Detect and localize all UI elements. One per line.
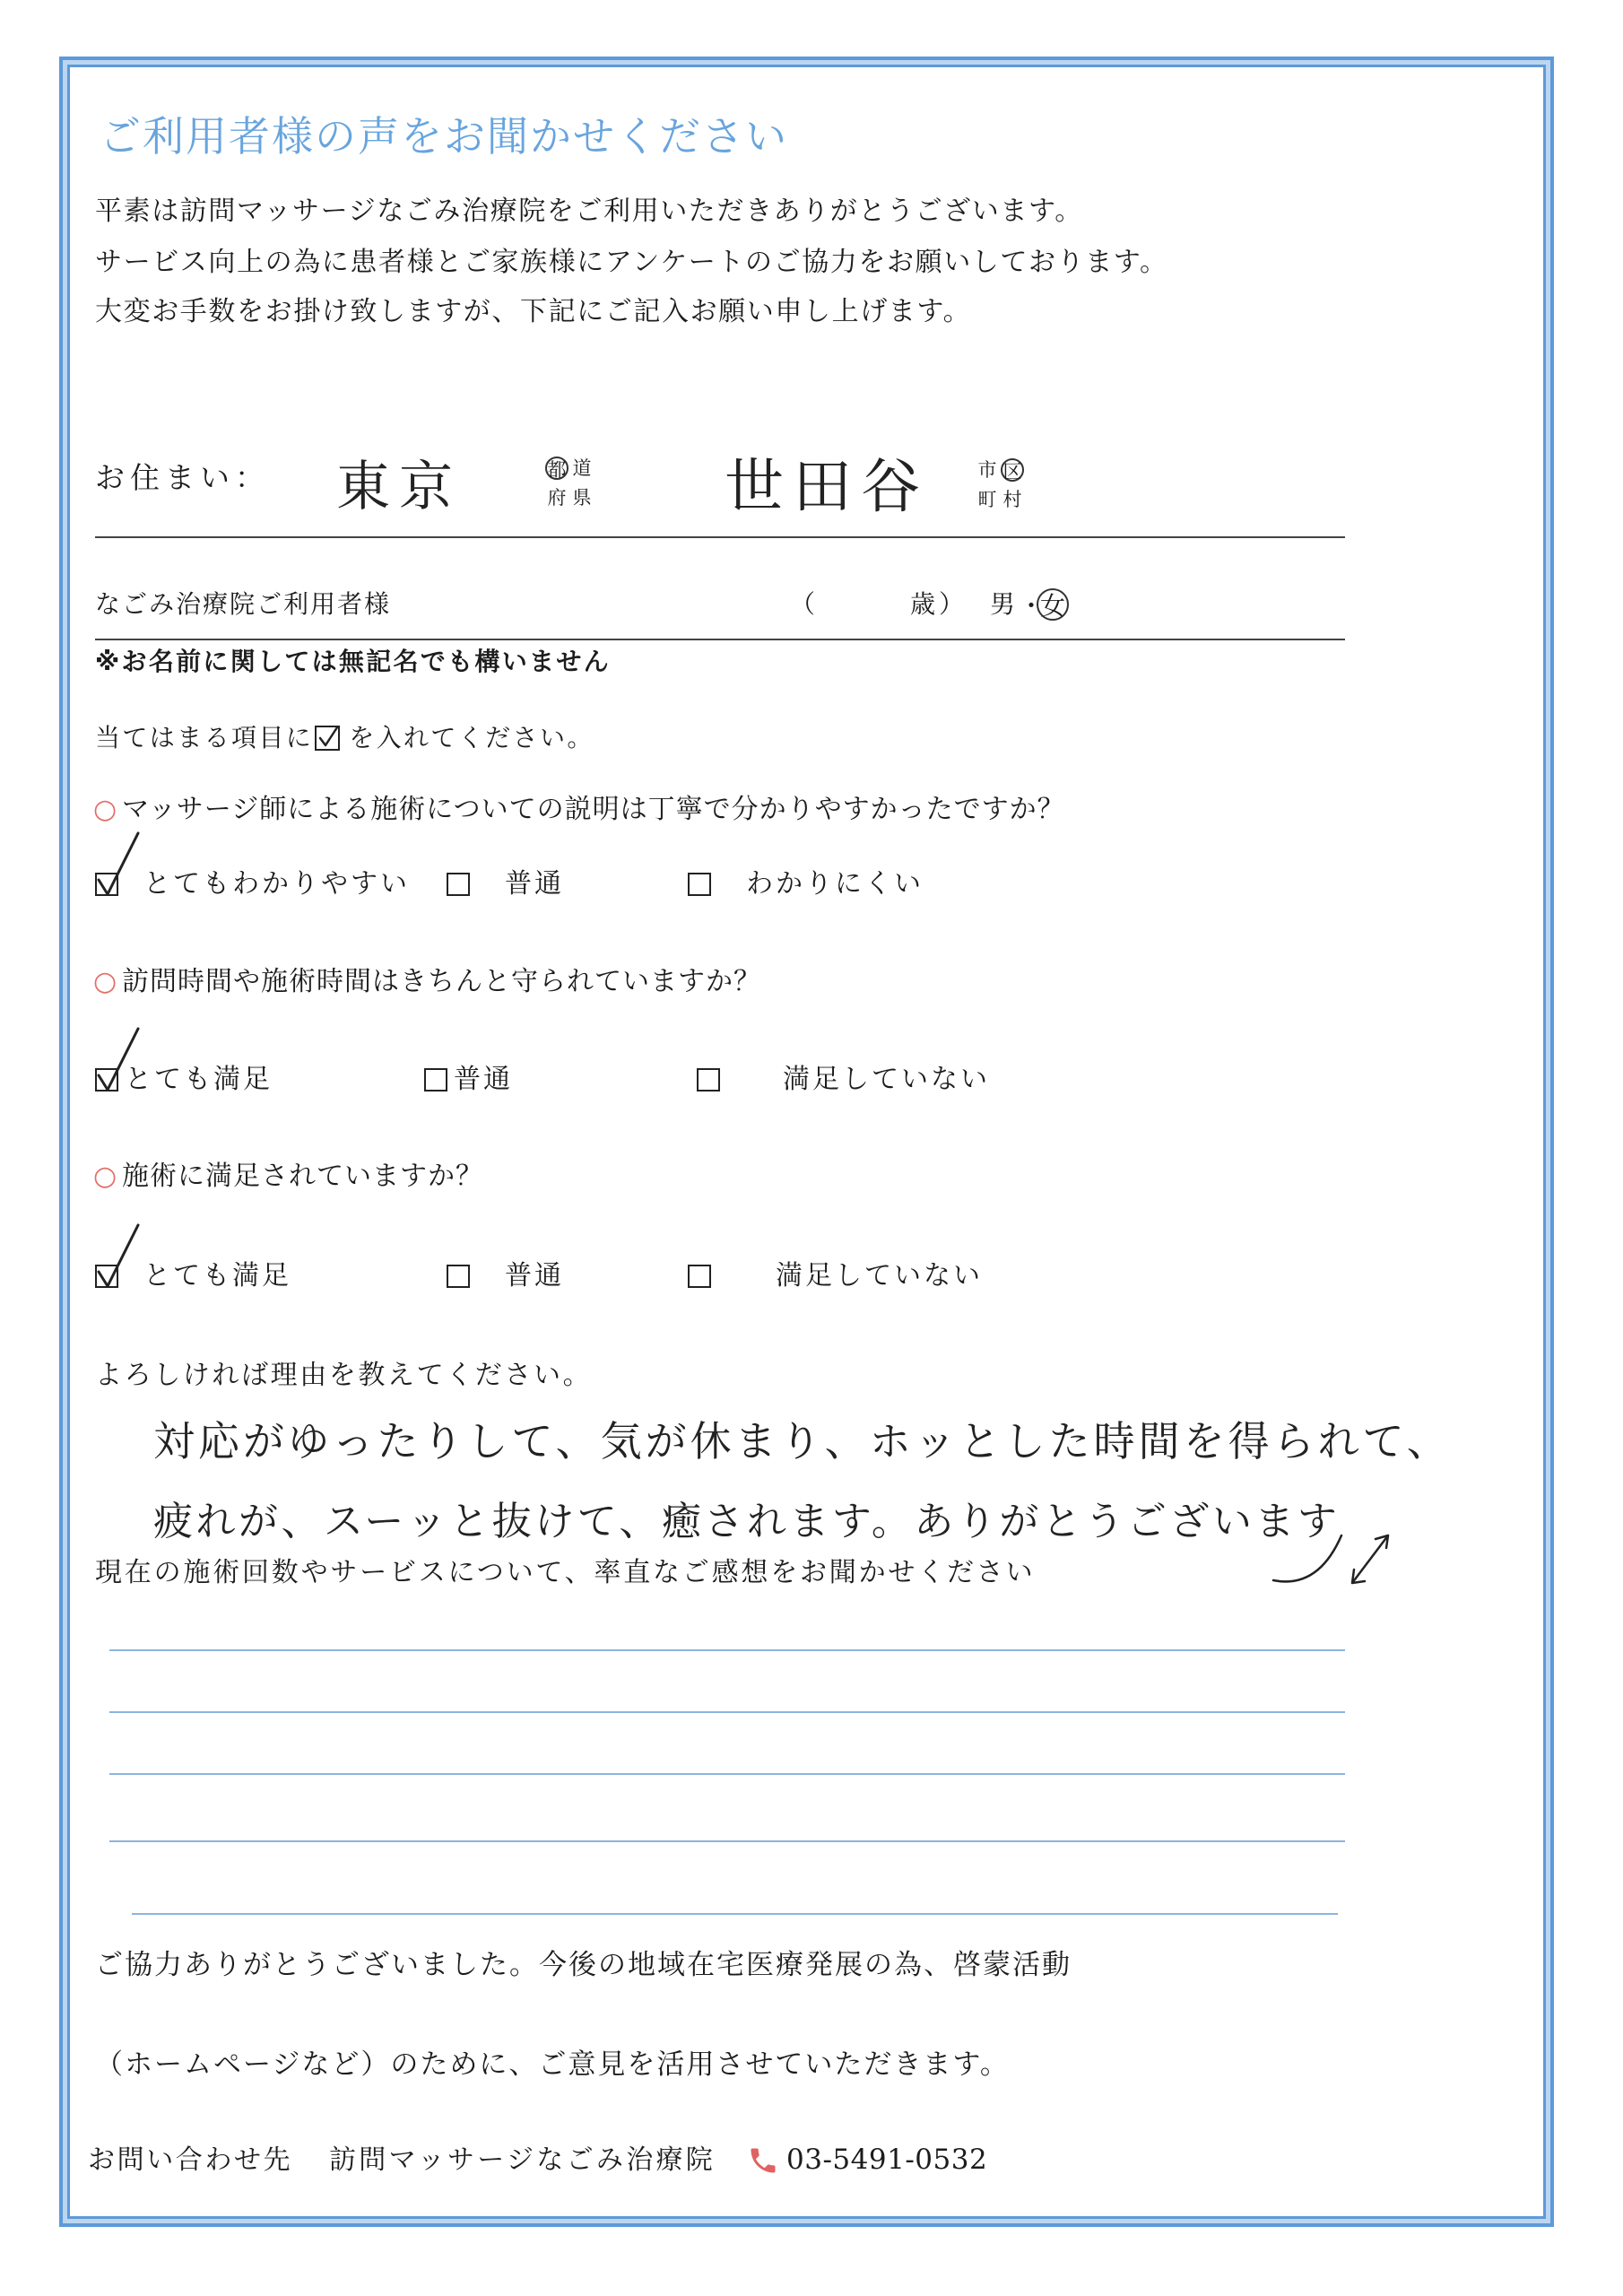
reason-prompt: よろしければ理由を教えてください。 — [95, 1360, 593, 1391]
q3-option-2-checkbox[interactable] — [447, 1265, 470, 1288]
address-prefecture-value: 東京 — [336, 456, 462, 518]
prefecture-unit-do: 道 — [572, 457, 592, 479]
prefecture-unit-selector — [545, 453, 594, 512]
gender-separator: ・ — [1019, 591, 1045, 621]
q2-option-2-label: 普通 — [454, 1064, 513, 1095]
prefecture-unit-to: 都 — [545, 457, 568, 480]
q3-option-3-label: 満足していない — [776, 1260, 983, 1292]
intro-line-3: 大変お手数をお掛け致しますが、下記にご記入お願い申し上げます。 — [95, 296, 972, 327]
user-underline — [95, 639, 1345, 640]
ruled-line — [132, 1913, 1338, 1915]
closing-line-1: ご協力ありがとうございました。今後の地域在宅医療発展の為、啓蒙活動 — [95, 1949, 1072, 1981]
gender-male: 男 — [989, 589, 1015, 619]
prefecture-unit-fu: 府 — [547, 486, 567, 509]
gender-selector — [986, 588, 1069, 621]
q1-option-1-label: とてもわかりやすい — [143, 868, 410, 900]
q1-option-1-checkbox[interactable] — [95, 873, 118, 896]
contact-clinic-name: 訪問マッサージなごみ治療院 — [329, 2144, 716, 2176]
q3-option-1-label: とても満足 — [143, 1260, 291, 1292]
q3-option-3-checkbox[interactable] — [688, 1265, 711, 1288]
city-unit-shi: 市 — [977, 458, 997, 481]
ruled-line — [109, 1773, 1345, 1775]
question-2-marker: ○ — [93, 966, 117, 997]
city-unit-ku: 区 — [1001, 458, 1024, 482]
handwritten-comment-line-2: 疲れが、スーッと抜けて、癒されます。ありがとうございます — [153, 1499, 1341, 1544]
gender-female: 女 — [1037, 588, 1069, 621]
instruction — [95, 723, 595, 752]
contact-phone-number: 03-5491-0532 — [786, 2144, 988, 2176]
q1-option-3-label: わかりにくい — [746, 868, 924, 900]
city-unit-machi: 町 — [977, 488, 997, 510]
handwritten-comment-line-1: 対応がゆったりして、気が休まり、ホッとした時間を得られて、 — [153, 1417, 1452, 1465]
question-1-text: マッサージ師による施術についての説明は丁寧で分かりやすかったですか？ — [122, 794, 1065, 825]
ruled-line — [109, 1840, 1345, 1842]
name-note: ※お名前に関しては無記名でも構いません — [95, 647, 611, 676]
instruction-after: を入れてください。 — [349, 723, 595, 752]
question-3-text: 施術に満足されていますか？ — [122, 1161, 483, 1192]
q2-option-1-checkbox[interactable] — [95, 1068, 118, 1091]
city-unit-mura: 村 — [1002, 488, 1022, 510]
address-city-value: 世田谷 — [725, 452, 929, 521]
city-unit-selector — [976, 455, 1024, 514]
survey-title: ご利用者様の声をお聞かせください — [100, 112, 788, 161]
closing-line-2: （ホームページなど）のために、ご意見を活用させていただきます。 — [95, 2048, 1010, 2081]
q1-option-2-checkbox[interactable] — [447, 873, 470, 896]
handwritten-arrow-icon — [1255, 1516, 1408, 1601]
address-underline — [95, 536, 1345, 538]
sample-checkbox-icon — [315, 726, 340, 751]
document-frame-inner — [67, 65, 1546, 2219]
q1-option-2-label: 普通 — [505, 868, 564, 900]
q2-option-1-label: とても満足 — [125, 1064, 273, 1095]
question-1-marker: ○ — [93, 794, 117, 825]
phone-icon — [747, 2144, 779, 2177]
user-label: なごみ治療院ご利用者様 — [95, 589, 392, 619]
intro-line-2: サービス向上の為に患者様とご家族様にアンケートのご協力をお願いしております。 — [95, 247, 1168, 278]
ruled-line — [109, 1711, 1345, 1713]
contact-label: お問い合わせ先 — [88, 2144, 293, 2176]
age-open-paren: （ — [790, 589, 816, 619]
q2-option-3-label: 満足していない — [783, 1064, 990, 1095]
prefecture-unit-ken: 県 — [572, 486, 592, 509]
question-2-text: 訪問時間や施術時間はきちんと守られていますか？ — [122, 966, 761, 997]
question-3-marker: ○ — [93, 1161, 117, 1192]
instruction-before: 当てはまる項目に — [95, 723, 314, 752]
ruled-line — [109, 1649, 1345, 1651]
q3-option-2-label: 普通 — [505, 1260, 564, 1292]
age-unit: 歳） — [910, 589, 968, 619]
q1-option-3-checkbox[interactable] — [688, 873, 711, 896]
address-label: お住まい： — [95, 460, 270, 495]
q3-option-1-checkbox[interactable] — [95, 1265, 118, 1288]
q2-option-3-checkbox[interactable] — [697, 1068, 720, 1091]
feedback-prompt: 現在の施術回数やサービスについて、率直なご感想をお聞かせください — [95, 1557, 1036, 1588]
q2-option-2-checkbox[interactable] — [424, 1068, 447, 1091]
intro-line-1: 平素は訪問マッサージなごみ治療院をご利用いただきありがとうございます。 — [95, 196, 1083, 227]
